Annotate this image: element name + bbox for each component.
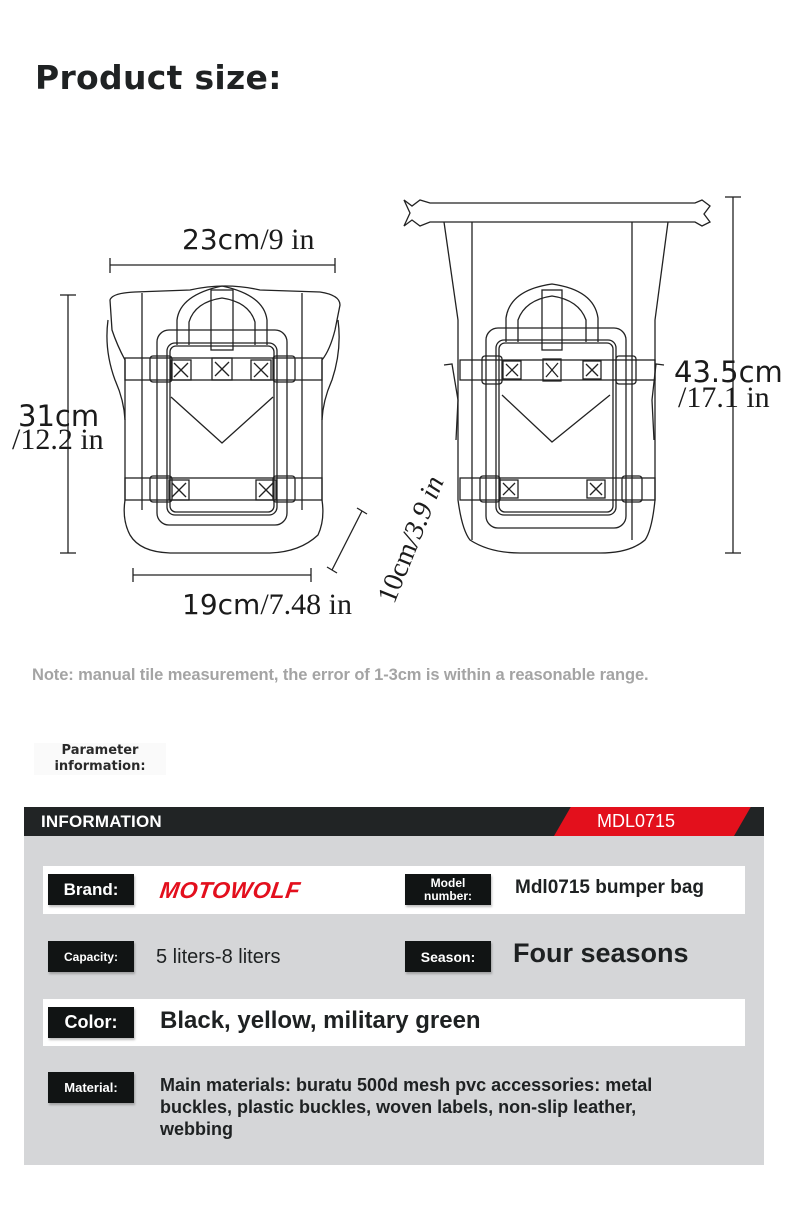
dim-width-top: 23cm/9 in: [182, 223, 315, 256]
color-value: Black, yellow, military green: [160, 1007, 481, 1034]
season-value: Four seasons: [513, 938, 689, 968]
material-label: Material:: [48, 1072, 134, 1103]
header-model-code: MDL0715: [597, 811, 676, 831]
information-header: [24, 807, 764, 836]
dim-height-closed: 31cm /12.2 in: [12, 399, 104, 456]
dim-height-open: 43.5cm /17.1 in: [674, 355, 783, 414]
capacity-label: Capacity:: [48, 941, 134, 972]
dim-depth: 10cm/3.9 in: [371, 471, 451, 608]
motowolf-logo: MOTOWOLF: [158, 877, 303, 903]
brand-label: Brand:: [48, 874, 134, 905]
parameter-label: Parameter information:: [34, 743, 166, 775]
information-title: INFORMATION: [41, 812, 162, 831]
information-panel: [24, 807, 764, 1165]
model-number-label: Model number:: [405, 874, 491, 905]
measurement-note: Note: manual tile measurement, the error of 1-3cm is within a reasonable range.: [32, 666, 649, 684]
page-title: Product size:: [35, 58, 282, 97]
season-label: Season:: [405, 941, 491, 972]
dim-width-bottom: 19cm/7.48 in: [182, 588, 352, 621]
size-diagram: [0, 180, 790, 630]
color-label: Color:: [48, 1007, 134, 1038]
capacity-value: 5 liters-8 liters: [156, 946, 281, 968]
model-number-value: Mdl0715 bumper bag: [515, 877, 704, 898]
material-value: Main materials: buratu 500d mesh pvc accessories: metal buckles, plastic buckles, woven labels, non-slip leather, webbing: [160, 1075, 653, 1139]
